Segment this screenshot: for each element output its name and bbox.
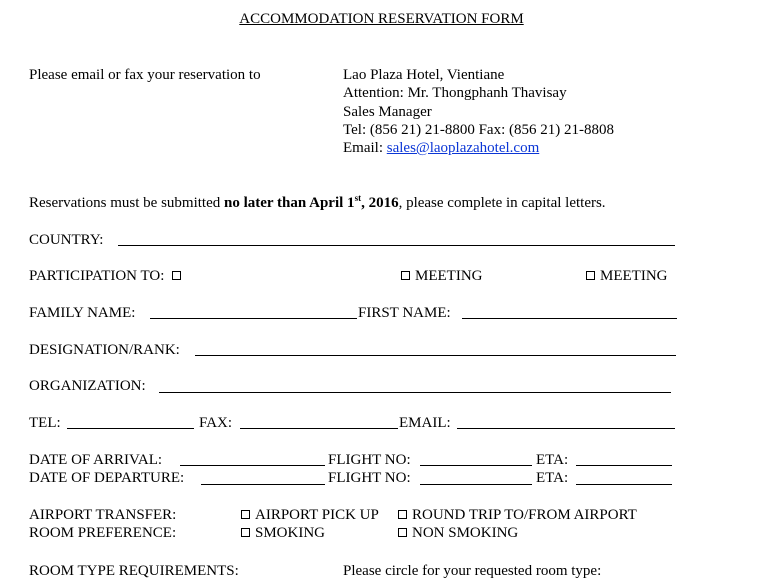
arrival-label: DATE OF ARRIVAL: (29, 452, 163, 468)
deadline-post: , please complete in capital letters. (398, 195, 606, 211)
deadline-text (29, 194, 606, 212)
eta-2-field[interactable] (576, 484, 672, 485)
meeting-2-label: MEETING (600, 268, 668, 284)
round-trip-label: ROUND TRIP TO/FROM AIRPORT (412, 507, 637, 523)
eta-field[interactable] (576, 465, 672, 466)
email-line-label: Email: (343, 140, 387, 156)
flight-no-2-label: FLIGHT NO: (328, 470, 411, 486)
eta-2-label: ETA: (536, 470, 569, 486)
departure-label: DATE OF DEPARTURE: (29, 470, 185, 486)
family-name-label: FAMILY NAME: (29, 305, 136, 321)
organization-label: ORGANIZATION: (29, 378, 146, 394)
departure-field[interactable] (201, 484, 325, 485)
flight-no-2-field[interactable] (420, 484, 532, 485)
deadline-year: , 2016 (361, 195, 399, 211)
email-line (343, 139, 539, 157)
form-title: ACCOMMODATION RESERVATION FORM (239, 11, 524, 27)
smoking-checkbox[interactable] (241, 528, 250, 537)
attention-line: Attention: Mr. Thongphanh Thavisay (343, 85, 567, 101)
non-smoking-label: NON SMOKING (412, 525, 519, 541)
participation-label (29, 267, 186, 285)
instruction-text: Please email or fax your reservation to (29, 67, 261, 83)
family-name-field[interactable] (150, 318, 357, 319)
round-trip-option[interactable] (398, 506, 637, 524)
first-name-field[interactable] (462, 318, 677, 319)
arrival-field[interactable] (180, 465, 325, 466)
deadline-pre: Reservations must be submitted (29, 195, 224, 211)
hotel-name: Lao Plaza Hotel, Vientiane (343, 67, 505, 83)
fax-field[interactable] (240, 428, 398, 429)
airport-pickup-checkbox[interactable] (241, 510, 250, 519)
first-name-label: FIRST NAME: (358, 305, 451, 321)
airport-pickup-label: AIRPORT PICK UP (255, 507, 379, 523)
room-type-label: ROOM TYPE REQUIREMENTS: (29, 563, 239, 579)
meeting-option-1[interactable] (401, 267, 483, 285)
eta-label: ETA: (536, 452, 569, 468)
fax-label: FAX: (199, 415, 233, 431)
smoking-label: SMOKING (255, 525, 326, 541)
deadline-sup: st (354, 193, 362, 203)
meeting-1-label: MEETING (415, 268, 483, 284)
airport-transfer-label: AIRPORT TRANSFER: (29, 507, 177, 523)
flight-no-label: FLIGHT NO: (328, 452, 411, 468)
contact-role: Sales Manager (343, 104, 432, 120)
country-label: COUNTRY: (29, 232, 104, 248)
deadline-date: no later than April 1 (223, 195, 355, 211)
designation-label: DESIGNATION/RANK: (29, 342, 180, 358)
non-smoking-option[interactable] (398, 524, 518, 542)
meeting-option-2[interactable] (586, 267, 668, 285)
email-field[interactable] (457, 428, 675, 429)
room-type-note: Please circle for your requested room type: (343, 563, 602, 579)
round-trip-checkbox[interactable] (398, 510, 407, 519)
participation-checkbox[interactable] (172, 271, 181, 280)
tel-label: TEL: (29, 415, 61, 431)
country-field[interactable] (118, 245, 675, 246)
email-link[interactable]: sales@laoplazahotel.com (386, 140, 540, 156)
tel-field[interactable] (67, 428, 194, 429)
meeting-2-checkbox[interactable] (586, 271, 595, 280)
non-smoking-checkbox[interactable] (398, 528, 407, 537)
tel-fax-line: Tel: (856 21) 21-8800 Fax: (856 21) 21-8808 (343, 122, 614, 138)
smoking-option[interactable] (241, 524, 325, 542)
flight-no-field[interactable] (420, 465, 532, 466)
meeting-1-checkbox[interactable] (401, 271, 410, 280)
participation-label-text: PARTICIPATION TO: (29, 268, 165, 284)
designation-field[interactable] (195, 355, 676, 356)
airport-pickup-option[interactable] (241, 506, 379, 524)
organization-field[interactable] (159, 392, 671, 393)
email-field-label: EMAIL: (399, 415, 451, 431)
room-preference-label: ROOM PREFERENCE: (29, 525, 177, 541)
